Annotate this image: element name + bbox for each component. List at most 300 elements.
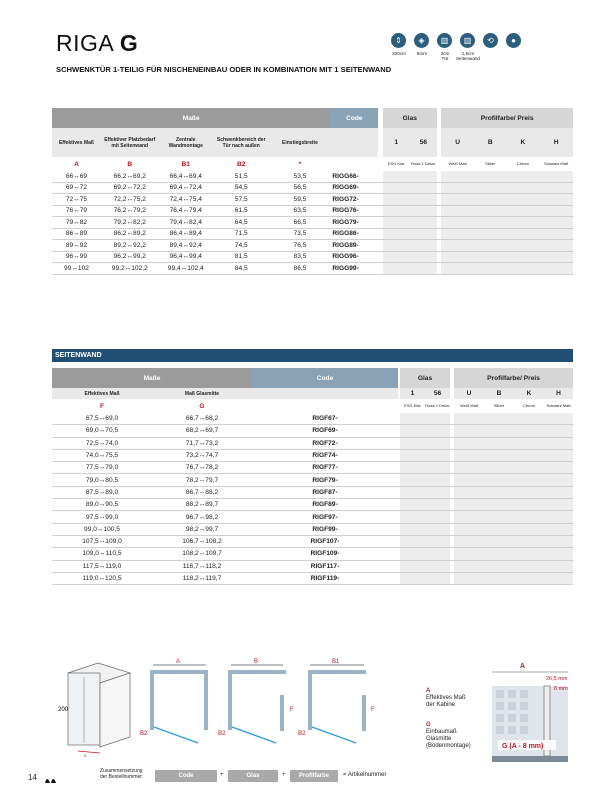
price-cell — [425, 523, 450, 535]
door-3cm-label: 3cm Tür — [440, 51, 450, 61]
height-200cm-icon: ⇕ — [391, 33, 406, 48]
profil-sub-chrom: Chrom — [516, 160, 529, 166]
price-cell — [474, 194, 507, 206]
price-cell — [539, 194, 573, 206]
code-cell: RIGF99- — [252, 523, 398, 535]
cell: 72,5↔74,0 — [52, 437, 152, 449]
price-cell — [454, 437, 484, 449]
cell: 86,5 — [270, 263, 331, 275]
pill-glas: Glas — [228, 770, 278, 782]
code-cell: RIGF109- — [252, 548, 398, 560]
price-cell — [425, 572, 450, 584]
cell: 99,0↔100,5 — [52, 523, 152, 535]
code-cell: RIGF69- — [252, 425, 398, 437]
price-cell — [544, 486, 573, 498]
drop-icon: ● — [506, 33, 521, 48]
table-row — [52, 462, 573, 474]
price-cell — [400, 474, 425, 486]
cell: 86,4↔89,4 — [159, 228, 213, 240]
letter-b2: B2 — [237, 160, 246, 168]
price-cell — [539, 171, 573, 182]
price-cell — [410, 205, 437, 217]
price-cell — [544, 499, 573, 511]
price-cell — [474, 205, 507, 217]
price-cell — [454, 560, 484, 572]
price-cell — [514, 572, 544, 584]
legend-g: G Einbaumaß Glasmitte (Bodenmontage) — [426, 722, 471, 749]
price-cell — [441, 171, 474, 182]
price-cell — [441, 251, 474, 263]
door-table — [52, 108, 573, 275]
price-cell — [514, 425, 544, 437]
price-cell — [454, 511, 484, 523]
sw-code-header: Code — [252, 368, 398, 388]
price-cell — [514, 535, 544, 547]
cell: 78,2↔79,7 — [152, 474, 252, 486]
cell: 96↔99 — [52, 251, 101, 263]
glas-col-56: 56 — [410, 128, 437, 157]
profil-col-u: U — [441, 128, 474, 157]
sw-profil-sub-chrom: Chrom — [522, 402, 535, 408]
price-cell — [425, 425, 450, 437]
dim-b2-label-3: B2 — [298, 731, 306, 737]
price-cell — [474, 251, 507, 263]
detail-26-label: 26,5 mm — [546, 676, 568, 682]
price-cell — [410, 228, 437, 240]
cell: 71,5 — [213, 228, 270, 240]
code-cell: RIGG79- — [330, 217, 378, 229]
price-cell — [507, 171, 540, 182]
brand-logo-icon — [44, 774, 58, 784]
letter-b1: B1 — [181, 160, 190, 168]
price-cell — [383, 240, 410, 252]
price-cell — [383, 263, 410, 275]
price-cell — [454, 523, 484, 535]
price-cell — [484, 425, 514, 437]
cell: 74,0↔75,5 — [52, 449, 152, 461]
pill-profil: Profilfarbe — [290, 770, 338, 782]
price-cell — [514, 449, 544, 461]
price-cell — [400, 437, 425, 449]
table-row — [52, 511, 573, 523]
dim-f-label-1: F — [290, 707, 294, 713]
price-cell — [454, 486, 484, 498]
price-cell — [507, 251, 540, 263]
legend-a: A Effektives Maß der Kabine — [426, 688, 466, 708]
table-row — [52, 560, 573, 572]
price-cell — [410, 251, 437, 263]
price-cell — [484, 437, 514, 449]
cell: 64,5 — [213, 217, 270, 229]
detail-8-label: 8 mm — [554, 686, 568, 692]
code-cell: RIGF97- — [252, 511, 398, 523]
price-cell — [484, 486, 514, 498]
letter-b: B — [127, 160, 133, 168]
cell: 79,2↔82,2 — [101, 217, 159, 229]
cell: 73,5 — [270, 228, 331, 240]
cell: 89,0↔90,5 — [52, 499, 152, 511]
code-cell: RIGF117- — [252, 560, 398, 572]
price-cell — [410, 217, 437, 229]
price-cell — [441, 194, 474, 206]
price-cell — [514, 523, 544, 535]
price-cell — [425, 437, 450, 449]
cell: 97,5↔99,0 — [52, 511, 152, 523]
cell: 66,7↔68,2 — [152, 413, 252, 425]
cell: 98,2↔99,7 — [152, 523, 252, 535]
price-cell — [425, 499, 450, 511]
cell: 56,5 — [270, 182, 331, 194]
cell: 72↔75 — [52, 194, 101, 206]
section-bar-seitenwand: SEITENWAND — [52, 349, 573, 362]
plan-b-drawing — [218, 659, 294, 743]
cell: 106,7↔108,2 — [152, 535, 252, 547]
price-cell — [507, 240, 540, 252]
code-header: Code — [330, 108, 378, 128]
price-cell — [441, 228, 474, 240]
cell: 83,5 — [270, 251, 331, 263]
profil-col-k: K — [507, 128, 540, 157]
cell: 67,5↔69,0 — [52, 413, 152, 425]
cell: 59,5 — [270, 194, 331, 206]
cell: 96,2↔99,2 — [101, 251, 159, 263]
cell: 57,5 — [213, 194, 270, 206]
cell: 77,5↔79,0 — [52, 462, 152, 474]
price-cell — [425, 560, 450, 572]
price-cell — [425, 486, 450, 498]
sidewall-1-5cm-label: 1,5cm Seitenwand — [455, 51, 480, 61]
cell: 79,0↔80,5 — [52, 474, 152, 486]
profil-header: Profilfarbe/ Preis — [441, 108, 573, 128]
cell: 76,7↔78,2 — [152, 462, 252, 474]
price-cell — [474, 228, 507, 240]
code-cell: RIGG86- — [330, 228, 378, 240]
price-cell — [383, 228, 410, 240]
cell: 54,5 — [213, 182, 270, 194]
table-row — [52, 228, 573, 240]
dim-b-label: B — [254, 659, 259, 665]
price-cell — [410, 182, 437, 194]
sw-letter-g: G — [199, 402, 205, 410]
price-cell — [484, 474, 514, 486]
table-row — [52, 205, 573, 217]
dim-b1-label: B1 — [332, 659, 340, 665]
price-cell — [410, 263, 437, 275]
cell: 63,5 — [270, 205, 331, 217]
price-cell — [454, 462, 484, 474]
table-row — [52, 263, 573, 275]
price-cell — [544, 511, 573, 523]
table-row — [52, 413, 573, 425]
price-cell — [454, 449, 484, 461]
code-cell: RIGG89- — [330, 240, 378, 252]
price-cell — [544, 413, 573, 425]
sw-profil-header: Profilfarbe/ Preis — [454, 368, 573, 388]
col-effektives-mass: Effektives Maß — [52, 128, 101, 157]
price-cell — [441, 240, 474, 252]
dim-b2-label-2: B2 — [218, 731, 226, 737]
cell: 84,5 — [213, 263, 270, 275]
price-cell — [484, 499, 514, 511]
equals-artikelnummer: = Artikelnummer — [343, 772, 387, 778]
price-cell — [400, 499, 425, 511]
profil-col-b: B — [474, 128, 507, 157]
price-cell — [441, 263, 474, 275]
price-cell — [425, 535, 450, 547]
price-cell — [425, 462, 450, 474]
table-row — [52, 194, 573, 206]
price-cell — [507, 205, 540, 217]
code-cell: RIGF67- — [252, 413, 398, 425]
cell: 99↔102 — [52, 263, 101, 275]
composition-label: Zusammensetzung der Bestellnummer: — [100, 768, 144, 780]
page-title: RIGA G — [56, 30, 139, 56]
installation-diagrams — [28, 655, 398, 761]
detail-a-label: A — [520, 663, 526, 670]
glas-header: Glas — [383, 108, 437, 128]
dim-a-label: A — [176, 659, 181, 665]
price-cell — [484, 523, 514, 535]
price-cell — [484, 548, 514, 560]
profil-sub-schwarz: Schwarz Matt — [543, 160, 569, 166]
star-label: * — [84, 755, 87, 761]
glass-6mm-label: 6mm — [416, 51, 428, 56]
code-cell: RIGG96- — [330, 251, 378, 263]
cell: 71,7↔73,2 — [152, 437, 252, 449]
price-cell — [383, 194, 410, 206]
profil-sub-weiss: Weiß Matt — [448, 160, 467, 166]
sw-profil-col-k: K — [514, 388, 544, 399]
dim-b2-label-1: B2 — [140, 731, 148, 737]
table-row — [52, 474, 573, 486]
swing-icon: ⟲ — [483, 33, 498, 48]
price-cell — [400, 572, 425, 584]
sw-col-glasmitte: Maß Glasmitte — [152, 388, 252, 399]
price-cell — [441, 182, 474, 194]
letter-star: * — [298, 160, 302, 168]
cell: 76,5 — [270, 240, 331, 252]
cell: 89,4↔92,4 — [159, 240, 213, 252]
price-cell — [514, 486, 544, 498]
cell: 68,2↔69,7 — [152, 425, 252, 437]
cell: 99,2↔102,2 — [101, 263, 159, 275]
price-cell — [383, 171, 410, 182]
sw-letter-f: F — [99, 402, 105, 410]
price-cell — [544, 535, 573, 547]
price-cell — [425, 413, 450, 425]
letter-a: A — [74, 160, 79, 168]
cell: 73,2↔74,7 — [152, 449, 252, 461]
price-cell — [454, 572, 484, 584]
dim-f-label-2: F — [371, 707, 375, 713]
col-einstiegsbreite: Einstiegsbreite — [270, 128, 331, 157]
table-row — [52, 182, 573, 194]
price-cell — [400, 560, 425, 572]
table-row — [52, 535, 573, 547]
col-wandmontage: Zentrale Wandmontage — [159, 128, 213, 157]
cell: 96,7↔98,2 — [152, 511, 252, 523]
glas-col-1: 1 — [383, 128, 410, 157]
code-cell: RIGG72- — [330, 194, 378, 206]
table-row — [52, 240, 573, 252]
cabin-3d-drawing — [58, 663, 130, 761]
sw-glas-col-56: 56 — [425, 388, 450, 399]
price-cell — [514, 413, 544, 425]
price-cell — [514, 560, 544, 572]
cell: 76,2↔79,2 — [101, 205, 159, 217]
code-cell: RIGG69- — [330, 182, 378, 194]
cell: 74,5 — [213, 240, 270, 252]
sidewall-1-5cm-icon: ▥ — [460, 33, 475, 48]
price-cell — [383, 205, 410, 217]
plus-1: + — [220, 772, 224, 778]
price-cell — [474, 240, 507, 252]
price-cell — [514, 499, 544, 511]
price-cell — [383, 182, 410, 194]
page-subtitle: SCHWENKTÜR 1-TEILIG FÜR NISCHENEINBAU ODER IN KOMBINATION MIT 1 SEITENWAND — [56, 65, 392, 74]
cell: 89↔92 — [52, 240, 101, 252]
price-cell — [539, 240, 573, 252]
table-row — [52, 171, 573, 182]
price-cell — [400, 462, 425, 474]
glas-sub-rosa: Rosa 1 Dekor — [411, 160, 436, 166]
cell: 108,2↔109,7 — [152, 548, 252, 560]
price-cell — [425, 548, 450, 560]
cell: 66↔69 — [52, 171, 101, 182]
price-cell — [514, 474, 544, 486]
cell: 109,0↔110,5 — [52, 548, 152, 560]
code-cell: RIGF74- — [252, 449, 398, 461]
cell: 86,7↔88,2 — [152, 486, 252, 498]
code-cell: RIGF72- — [252, 437, 398, 449]
sw-profil-sub-silber: Silber — [493, 402, 505, 408]
price-cell — [514, 462, 544, 474]
price-cell — [410, 171, 437, 182]
price-cell — [484, 560, 514, 572]
price-cell — [410, 194, 437, 206]
price-cell — [474, 263, 507, 275]
cell: 89,2↔92,2 — [101, 240, 159, 252]
cell: 66,2↔69,2 — [101, 171, 159, 182]
price-cell — [383, 217, 410, 229]
height-label: 200 — [58, 707, 69, 713]
col-platzbedarf: Effektiver Platzbedarf mit Seitenwand — [101, 128, 159, 157]
table-row — [52, 499, 573, 511]
table-row — [52, 572, 573, 584]
code-cell: RIGF107- — [252, 535, 398, 547]
price-cell — [410, 240, 437, 252]
profil-col-h: H — [539, 128, 573, 157]
price-cell — [507, 217, 540, 229]
cell: 69,2↔72,2 — [101, 182, 159, 194]
price-cell — [484, 449, 514, 461]
sw-profil-sub-weiss: Weiß Matt — [459, 402, 479, 408]
glas-sub-esg: ESG Klar — [387, 160, 405, 166]
code-cell: RIGG99- — [330, 263, 378, 275]
sw-glas-sub-rosa: Rosa 1 Dekor — [425, 402, 450, 408]
code-cell: RIGF89- — [252, 499, 398, 511]
price-cell — [539, 251, 573, 263]
cell: 69,4↔72,4 — [159, 182, 213, 194]
table-row — [52, 217, 573, 229]
price-cell — [454, 548, 484, 560]
price-cell — [539, 228, 573, 240]
price-cell — [425, 474, 450, 486]
plan-a-drawing — [140, 659, 208, 743]
price-cell — [400, 511, 425, 523]
price-cell — [544, 523, 573, 535]
price-cell — [454, 413, 484, 425]
price-cell — [514, 437, 544, 449]
price-cell — [400, 486, 425, 498]
price-cell — [454, 425, 484, 437]
glass-6mm-icon: ◈ — [414, 33, 429, 48]
cell: 86↔89 — [52, 228, 101, 240]
sw-glas-col-1: 1 — [400, 388, 425, 399]
table-row — [52, 548, 573, 560]
cell: 66,4↔69,4 — [159, 171, 213, 182]
height-200cm-label: 200cm — [392, 51, 406, 56]
price-cell — [474, 171, 507, 182]
cell: 76,4↔79,4 — [159, 205, 213, 217]
price-cell — [544, 572, 573, 584]
price-cell — [454, 474, 484, 486]
price-cell — [507, 228, 540, 240]
cell: 118,2↔119,7 — [152, 572, 252, 584]
detail-drawing — [490, 660, 580, 768]
price-cell — [544, 449, 573, 461]
code-cell: RIGF119- — [252, 572, 398, 584]
price-cell — [484, 511, 514, 523]
price-cell — [400, 413, 425, 425]
price-cell — [514, 511, 544, 523]
cell: 86,2↔89,2 — [101, 228, 159, 240]
price-cell — [474, 217, 507, 229]
detail-g-label: G (A - 8 mm) — [502, 743, 544, 750]
price-cell — [474, 182, 507, 194]
price-cell — [544, 560, 573, 572]
cell: 116,7↔118,2 — [152, 560, 252, 572]
sidewall-table — [52, 368, 573, 585]
plus-2: + — [282, 772, 286, 778]
cell: 51,5 — [213, 171, 270, 182]
price-cell — [400, 535, 425, 547]
sw-profil-col-h: H — [544, 388, 573, 399]
col-schwenkbereich: Schwenkbereich der Tür nach außen — [213, 128, 270, 157]
price-cell — [400, 449, 425, 461]
cell: 117,5↔119,0 — [52, 560, 152, 572]
price-cell — [484, 462, 514, 474]
price-cell — [539, 217, 573, 229]
cell: 69↔72 — [52, 182, 101, 194]
sw-profil-col-b: B — [484, 388, 514, 399]
code-cell: RIGF87- — [252, 486, 398, 498]
price-cell — [400, 548, 425, 560]
price-cell — [454, 535, 484, 547]
cell: 96,4↔99,4 — [159, 251, 213, 263]
price-cell — [425, 449, 450, 461]
cell: 81,5 — [213, 251, 270, 263]
price-cell — [507, 194, 540, 206]
price-cell — [514, 548, 544, 560]
price-cell — [544, 462, 573, 474]
price-cell — [454, 499, 484, 511]
table-row — [52, 425, 573, 437]
price-cell — [484, 535, 514, 547]
price-cell — [425, 511, 450, 523]
table-row — [52, 523, 573, 535]
price-cell — [383, 251, 410, 263]
